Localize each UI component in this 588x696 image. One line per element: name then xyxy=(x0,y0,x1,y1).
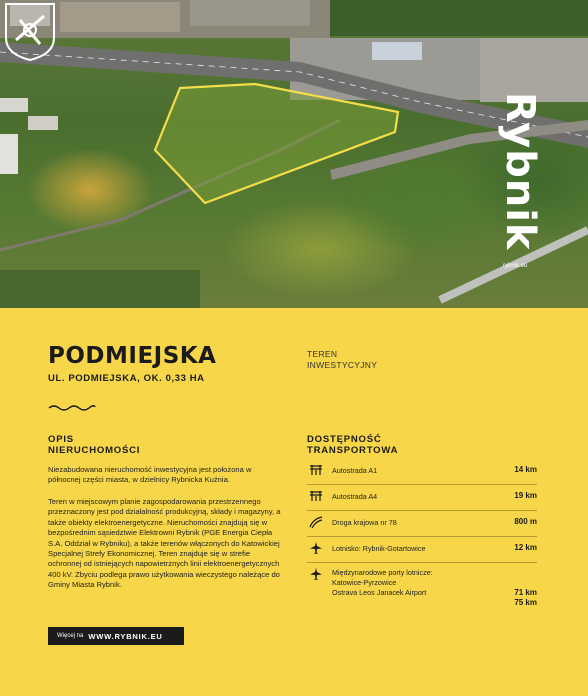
website-link[interactable] xyxy=(48,627,184,645)
transport-item-label: Autostrada A4 xyxy=(332,492,378,501)
transport-item-label: Autostrada A1 xyxy=(332,466,378,475)
transport-item xyxy=(307,562,537,606)
page-title: PODMIEJSKA xyxy=(48,343,217,369)
city-logo-icon xyxy=(0,0,60,62)
website-link-url: WWW.RYBNIK.EU xyxy=(88,631,163,641)
category-tag-line1: TEREN xyxy=(307,349,338,359)
page-subtitle: UL. PODMIEJSKA, OK. 0,33 HA xyxy=(48,373,205,384)
description-paragraph-2: Teren w miejscowym planie zagospodarowania przestrzennego przeznaczony jest pod działalność produkcyjną, składy i magazyny, a także obiekty elektroenergetyczne. Nieruchomości znajdują się w bezpośrednim sąsiedztwie Elektrowni Rybnik (PGE Energia Ciepła S.A. Oddział w Rybniku), a także terenów włączonych do Katowickiej Specjalnej Strefy Ekonomicznej. Teren znajduje się w strefie ochronnej od istniejących napowietrznych linii elektroenergetycznych 400 kV. Zbyciu podlega prawo użytkowania wieczystego należące do Gminy Miasta Rybnik. xyxy=(48,497,281,590)
transport-item xyxy=(307,458,537,485)
transport-item-distance: 12 km xyxy=(514,543,537,552)
category-tag-line2: INWESTYCYJNY xyxy=(307,360,378,370)
transport-item-distance: 19 km xyxy=(514,491,537,500)
description-heading xyxy=(48,434,140,456)
brand-logo xyxy=(495,92,555,272)
transport-heading-line1: DOSTĘPNOŚĆ xyxy=(307,434,382,445)
transport-item xyxy=(307,484,537,511)
highway-icon xyxy=(309,463,323,477)
transport-item xyxy=(307,536,537,563)
transport-item-label: Droga krajowa nr 78 xyxy=(332,518,397,527)
aerial-photo xyxy=(0,0,588,308)
transport-item-distance-2: 75 km xyxy=(514,598,537,607)
category-tag xyxy=(307,349,377,371)
transport-item xyxy=(307,510,537,537)
airplane-icon xyxy=(309,567,323,581)
transport-item-label-title: Międzynarodowe porty lotnicze: xyxy=(332,568,433,577)
transport-heading xyxy=(307,434,398,456)
transport-item-distance: 800 m xyxy=(514,517,537,526)
description-heading-line1: OPIS xyxy=(48,434,74,445)
brand-name: Rybnik xyxy=(497,92,543,251)
transport-item-distance: 14 km xyxy=(514,465,537,474)
transport-item-label xyxy=(332,568,433,598)
transport-item-distance xyxy=(514,588,537,608)
airplane-icon xyxy=(309,541,323,555)
transport-heading-line2: TRANSPORTOWA xyxy=(307,445,399,456)
brand-url: rybnik.eu xyxy=(503,263,528,269)
transport-item-label-airport-2: Ostrava Leos Janacek Airport xyxy=(332,588,427,597)
road-icon xyxy=(309,515,323,529)
wave-divider-icon xyxy=(48,403,96,411)
transport-item-label-airport-1: Katowice-Pyrzowice xyxy=(332,578,397,587)
description-paragraph-1: Niezabudowana nieruchomość inwestycyjna jest położona w północnej części miasta, w dzielnicy Rybnicka Kuźnia. xyxy=(48,465,252,485)
website-link-prefix: Więcej na xyxy=(57,633,84,639)
highway-icon xyxy=(309,489,323,503)
transport-item-distance-1: 71 km xyxy=(514,588,537,597)
transport-item-label: Lotnisko: Rybnik-Gotartowice xyxy=(332,544,426,553)
description-heading-line2: NIERUCHOMOŚCI xyxy=(48,445,141,456)
